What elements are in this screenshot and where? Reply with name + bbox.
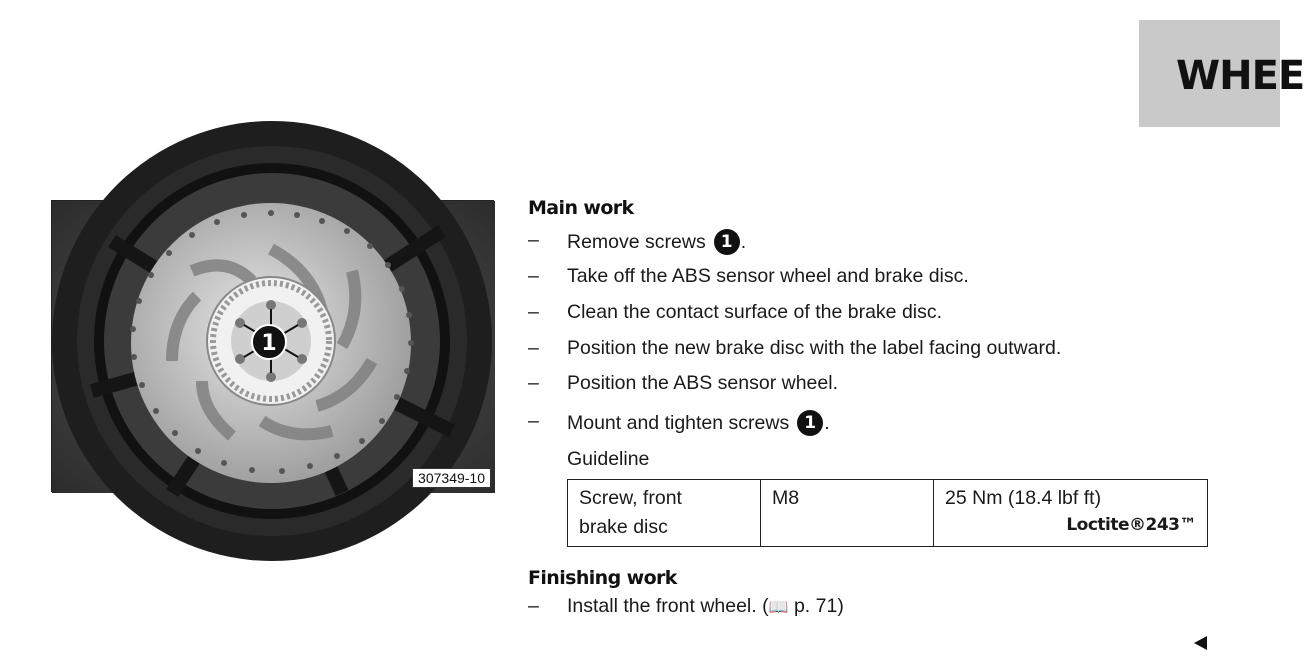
bullet-dash: –: [528, 410, 539, 432]
callout-marker: 1: [797, 410, 823, 436]
figure-id: 307349-10: [412, 468, 491, 488]
table-row: [568, 480, 1208, 547]
book-icon: 📖: [768, 599, 789, 616]
step-suffix: .: [740, 230, 747, 253]
main-work-heading: Main work: [528, 197, 634, 219]
guideline-label: Guideline: [567, 448, 650, 470]
spec-thread-cell: M8: [761, 480, 934, 547]
brake-disc-photo: [51, 200, 494, 492]
spec-torque-cell: [934, 480, 1208, 547]
step-text: Position the new brake disc with the label facing outward.: [567, 337, 1062, 359]
photo-callout-number: 1: [261, 331, 277, 356]
spec-part-cell: [568, 480, 761, 547]
brake-disc-illustration: [52, 201, 495, 493]
finishing-work-heading: Finishing work: [528, 567, 677, 589]
spec-compound: Loctite®243™: [1066, 515, 1196, 535]
spec-part-line2: brake disc: [579, 516, 668, 538]
step-suffix: .: [824, 411, 830, 434]
step-text: Clean the contact surface of the brake disc.: [567, 301, 943, 323]
torque-spec-table: [567, 479, 1208, 547]
bullet-dash: –: [528, 372, 539, 394]
bullet-dash: –: [528, 301, 539, 323]
end-of-section-icon: [1194, 636, 1207, 650]
step-text: Position the ABS sensor wheel.: [567, 372, 838, 394]
section-tab: [1139, 20, 1304, 127]
step-text: Mount and tighten screws: [567, 411, 790, 434]
bullet-dash: –: [528, 595, 539, 617]
spec-part-line1: Screw, front: [579, 487, 682, 509]
page-reference[interactable]: p. 71): [788, 595, 844, 617]
callout-marker: 1: [714, 229, 740, 255]
bullet-dash: –: [528, 337, 539, 359]
spec-torque: 25 Nm (18.4 lbf ft): [945, 487, 1102, 509]
step-text: Take off the ABS sensor wheel and brake disc.: [567, 265, 969, 287]
step-text: Remove screws: [567, 230, 706, 253]
bullet-dash: –: [528, 265, 539, 287]
section-tab-label: WHEE: [1176, 53, 1304, 99]
bullet-dash: –: [528, 229, 539, 251]
step-text: Install the front wheel. (: [567, 595, 769, 617]
